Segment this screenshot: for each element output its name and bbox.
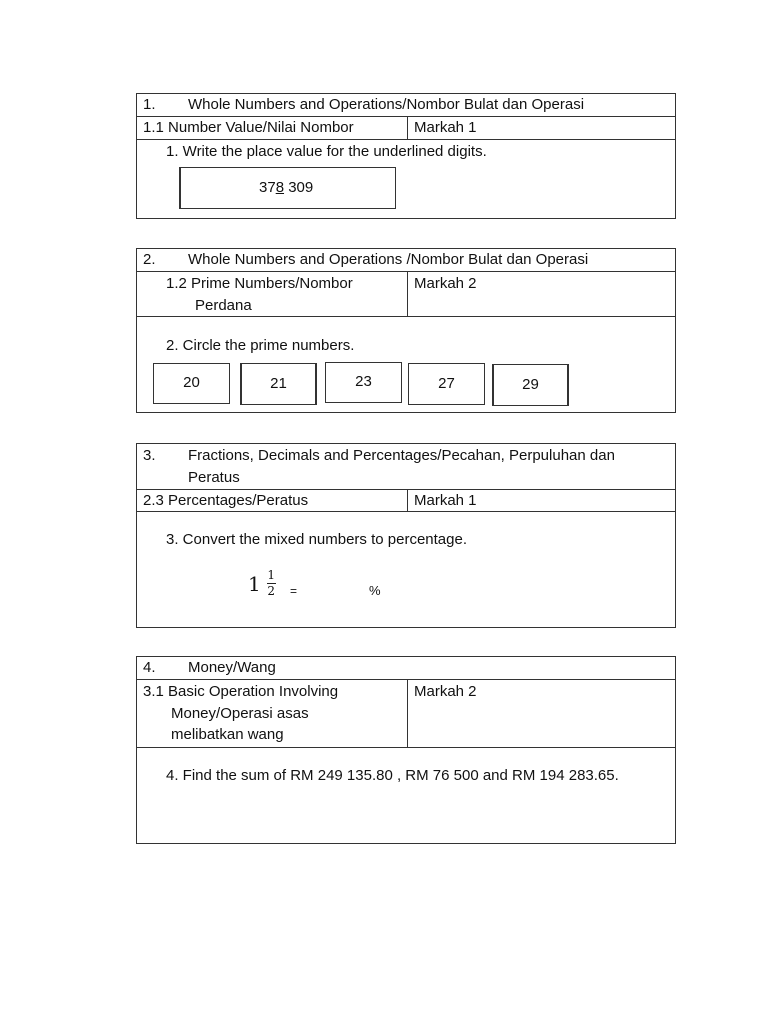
q2-marks: Markah 2 (414, 275, 477, 292)
q2-option-20[interactable] (153, 363, 230, 404)
q3-fraction (267, 569, 276, 598)
q2-topic: Whole Numbers and Operations /Nombor Bulat dan Operasi (188, 251, 589, 268)
q1-number-display (259, 179, 313, 197)
q3-number: 3. (143, 447, 156, 464)
q4-topic-row (137, 657, 675, 679)
q1-topic: Whole Numbers and Operations/Nombor Bulat dan Operasi (188, 96, 585, 113)
q1-marks: Markah 1 (414, 119, 477, 136)
q2-option-label: 23 (355, 373, 372, 390)
q2-option-21[interactable] (240, 363, 317, 405)
question-1-table (136, 93, 676, 219)
q4-number: 4. (143, 659, 156, 676)
q1-subtopic: 1.1 Number Value/Nilai Nombor (143, 119, 354, 136)
q2-option-23[interactable] (325, 362, 402, 403)
q2-option-label: 27 (438, 375, 455, 392)
q1-body (137, 139, 675, 218)
q3-marks: Markah 1 (414, 492, 477, 509)
q3-subtopic: 2.3 Percentages/Peratus (143, 492, 309, 509)
q2-subtopic-row (137, 271, 675, 317)
q1-number-pre: 37 (259, 179, 276, 196)
q1-subtopic-row (137, 116, 675, 140)
q3-equals: = (290, 584, 298, 598)
q1-underlined-digit: 8 (275, 179, 285, 196)
q2-topic-row (137, 249, 675, 271)
question-4-table (136, 656, 676, 844)
q4-marks: Markah 2 (414, 683, 477, 700)
q3-body (137, 511, 675, 627)
q4-subtopic-row (137, 679, 675, 748)
q1-number-post: 309 (284, 179, 314, 196)
q3-mixed-number (248, 569, 276, 598)
q4-subtopic-line1: 3.1 Basic Operation Involving (143, 683, 339, 700)
q2-option-label: 20 (183, 374, 200, 391)
q3-question: 3. Convert the mixed numbers to percentage. (166, 531, 467, 548)
q4-body (137, 747, 675, 843)
q4-topic: Money/Wang (188, 659, 276, 676)
q2-question: 2. Circle the prime numbers. (166, 337, 355, 354)
q4-subtopic-line2: Money/Operasi asas (171, 705, 309, 722)
q2-body (137, 316, 675, 412)
question-2-table (136, 248, 676, 413)
q3-percent: % (369, 583, 381, 598)
question-3-table (136, 443, 676, 628)
q2-option-label: 29 (522, 376, 539, 393)
q1-topic-row (137, 94, 675, 116)
q3-topic-line1: Fractions, Decimals and Percentages/Pecahan, Perpuluhan dan (188, 447, 615, 464)
q1-number: 1. (143, 96, 156, 113)
q4-question: 4. Find the sum of RM 249 135.80 , RM 76 500 and RM 194 283.65. (166, 767, 619, 784)
q1-answer-box (179, 167, 396, 209)
q2-option-27[interactable] (408, 363, 485, 405)
q3-denominator: 2 (267, 584, 276, 598)
q3-whole: 1 (248, 571, 261, 596)
q3-topic-row (137, 444, 675, 489)
q2-subtopic-line2: Perdana (195, 297, 252, 314)
q2-number: 2. (143, 251, 156, 268)
q3-numerator: 1 (267, 568, 276, 582)
q2-subtopic-line1: 1.2 Prime Numbers/Nombor (166, 275, 353, 292)
q2-option-29[interactable] (492, 364, 569, 406)
q2-option-label: 21 (270, 375, 287, 392)
q4-subtopic-line3: melibatkan wang (171, 726, 284, 743)
q3-topic-line2: Peratus (188, 469, 240, 486)
q3-subtopic-row (137, 489, 675, 512)
q1-question: 1. Write the place value for the underlined digits. (166, 143, 487, 160)
